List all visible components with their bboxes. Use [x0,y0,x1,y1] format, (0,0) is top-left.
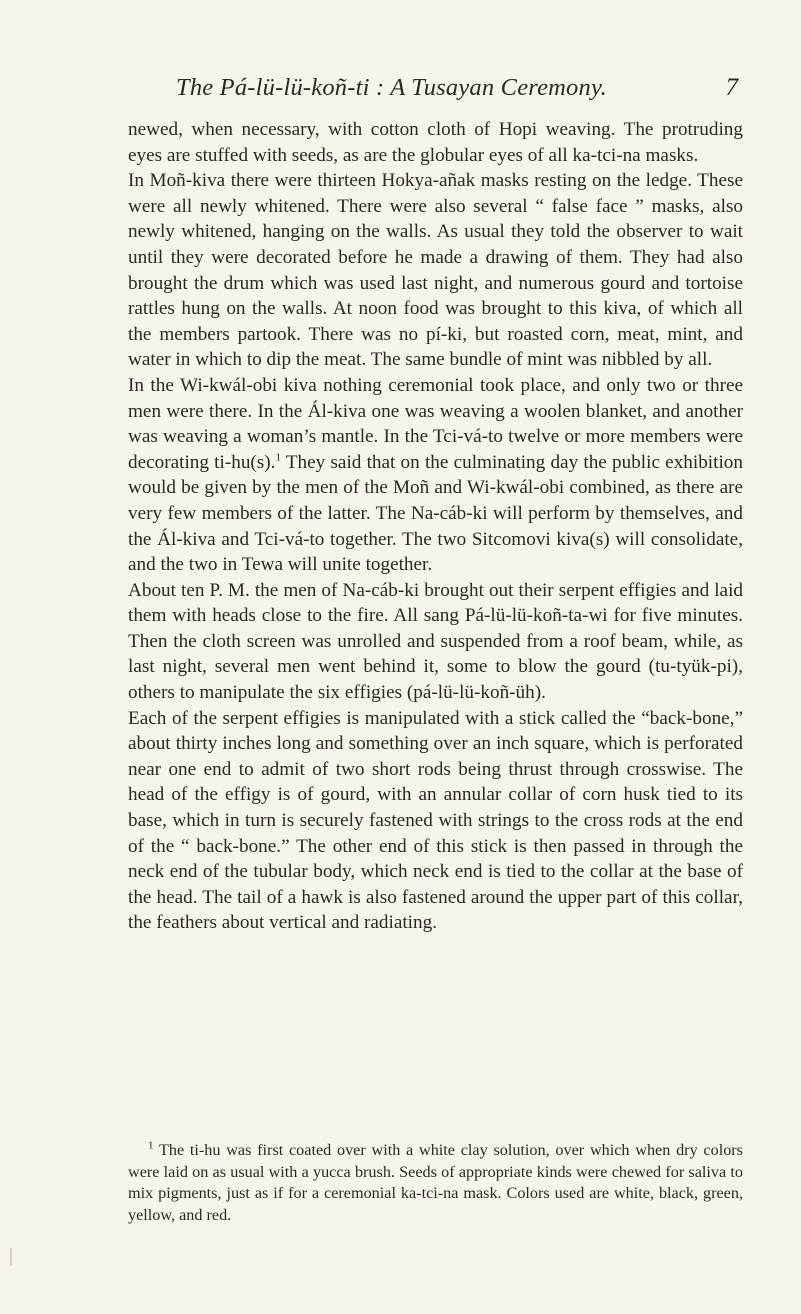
footnote-1 [128,1140,743,1227]
paragraph-2: In Moñ-kiva there were thirteen Hokya-añak masks resting on the ledge. These were all newly whitened. There were also several “ false face ” masks, also newly whitened, hanging on the walls. As usual they told the observer to wait until they were decorated before he made a drawing of them. They had also brought the drum which was used last night, and numerous gourd and tortoise rattles hung on the walls. At noon food was brought to this kiva, of which all the members partook. There was no pí-ki, but roasted corn, meat, mint, and water in which to dip the meat. The same bundle of mint was nibbled by all. [128,170,743,371]
paragraph-3-text: In the Wi-kwál-obi kiva nothing ceremonial took place, and only two or three men were there. In the Ál-kiva one was weaving a woolen blanket, and another was weaving a woman’s mantle. In the Tci-vá-to twelve or more members were decorating ti-hu(s). [128,374,743,473]
paragraph-5: Each of the serpent effigies is manipulated with a stick called the “back-bone,” about thirty inches long and something over an inch square, which is perforated near one end to admit of two short rods being thrust through crosswise. The head of the effigy is of gourd, with an annular collar of corn husk tied to its base, which in turn is securely fastened with strings to the cross rods at the end of the “ back-bone.” The other end of this stick is then passed in through the neck end of the tubular body, which neck end is tied to the collar at the base of the head. The tail of a hawk is also fastened around the upper part of this collar, the feathers about vertical and radiating. [128,707,743,934]
paragraph-3 [128,373,743,578]
running-head [128,74,738,108]
page-number: 7 [725,74,738,101]
page-edge-mark [10,1248,12,1266]
paragraph-4: About ten P. M. the men of Na-cáb-ki brought out their serpent effigies and laid them with heads close to the fire. All sang Pá-lü-lü-koñ-ta-wi for five minutes. Then the cloth screen was unrolled and suspended from a roof beam, while, as last night, several men went behind it, some to blow the gourd (tu-tyük-pi), others to manipulate the six effigies (pá-lü-lü-koñ-üh). [128,579,743,704]
paragraph-1: newed, when necessary, with cotton cloth of Hopi weaving. The protruding eyes are stuffed with seeds, as are the globular eyes of all ka-tci-na masks. [128,119,743,166]
footnote-number: 1 [148,1139,154,1152]
running-title: The Pá-lü-lü-koñ-ti : A Tusayan Ceremony. [176,74,608,101]
body-text [128,117,743,936]
footnotes [128,1140,743,1227]
footnote-reference[interactable]: 1 [275,451,281,464]
footnote-text: The ti-hu was first coated over with a white clay solution, over which when dry colors were laid on as usual with a yucca brush. Seeds of appropriate kinds were chewed for saliva to mix pigments, just as if for a ceremonial ka-tci-na mask. Colors used are white, black, green, yellow, and red. [128,1141,743,1225]
paragraph-3-continuation: They said that on the culminating day the public exhibition would be given by the men of the Moñ and Wi-kwál-obi combined, as there are very few members of the latter. The Na-cáb-ki will perform by themselves, and the Ál-kiva and Tci-vá-to together. The two Sitcomovi kiva(s) will consolidate, and the two in Tewa will unite together. [128,451,743,576]
